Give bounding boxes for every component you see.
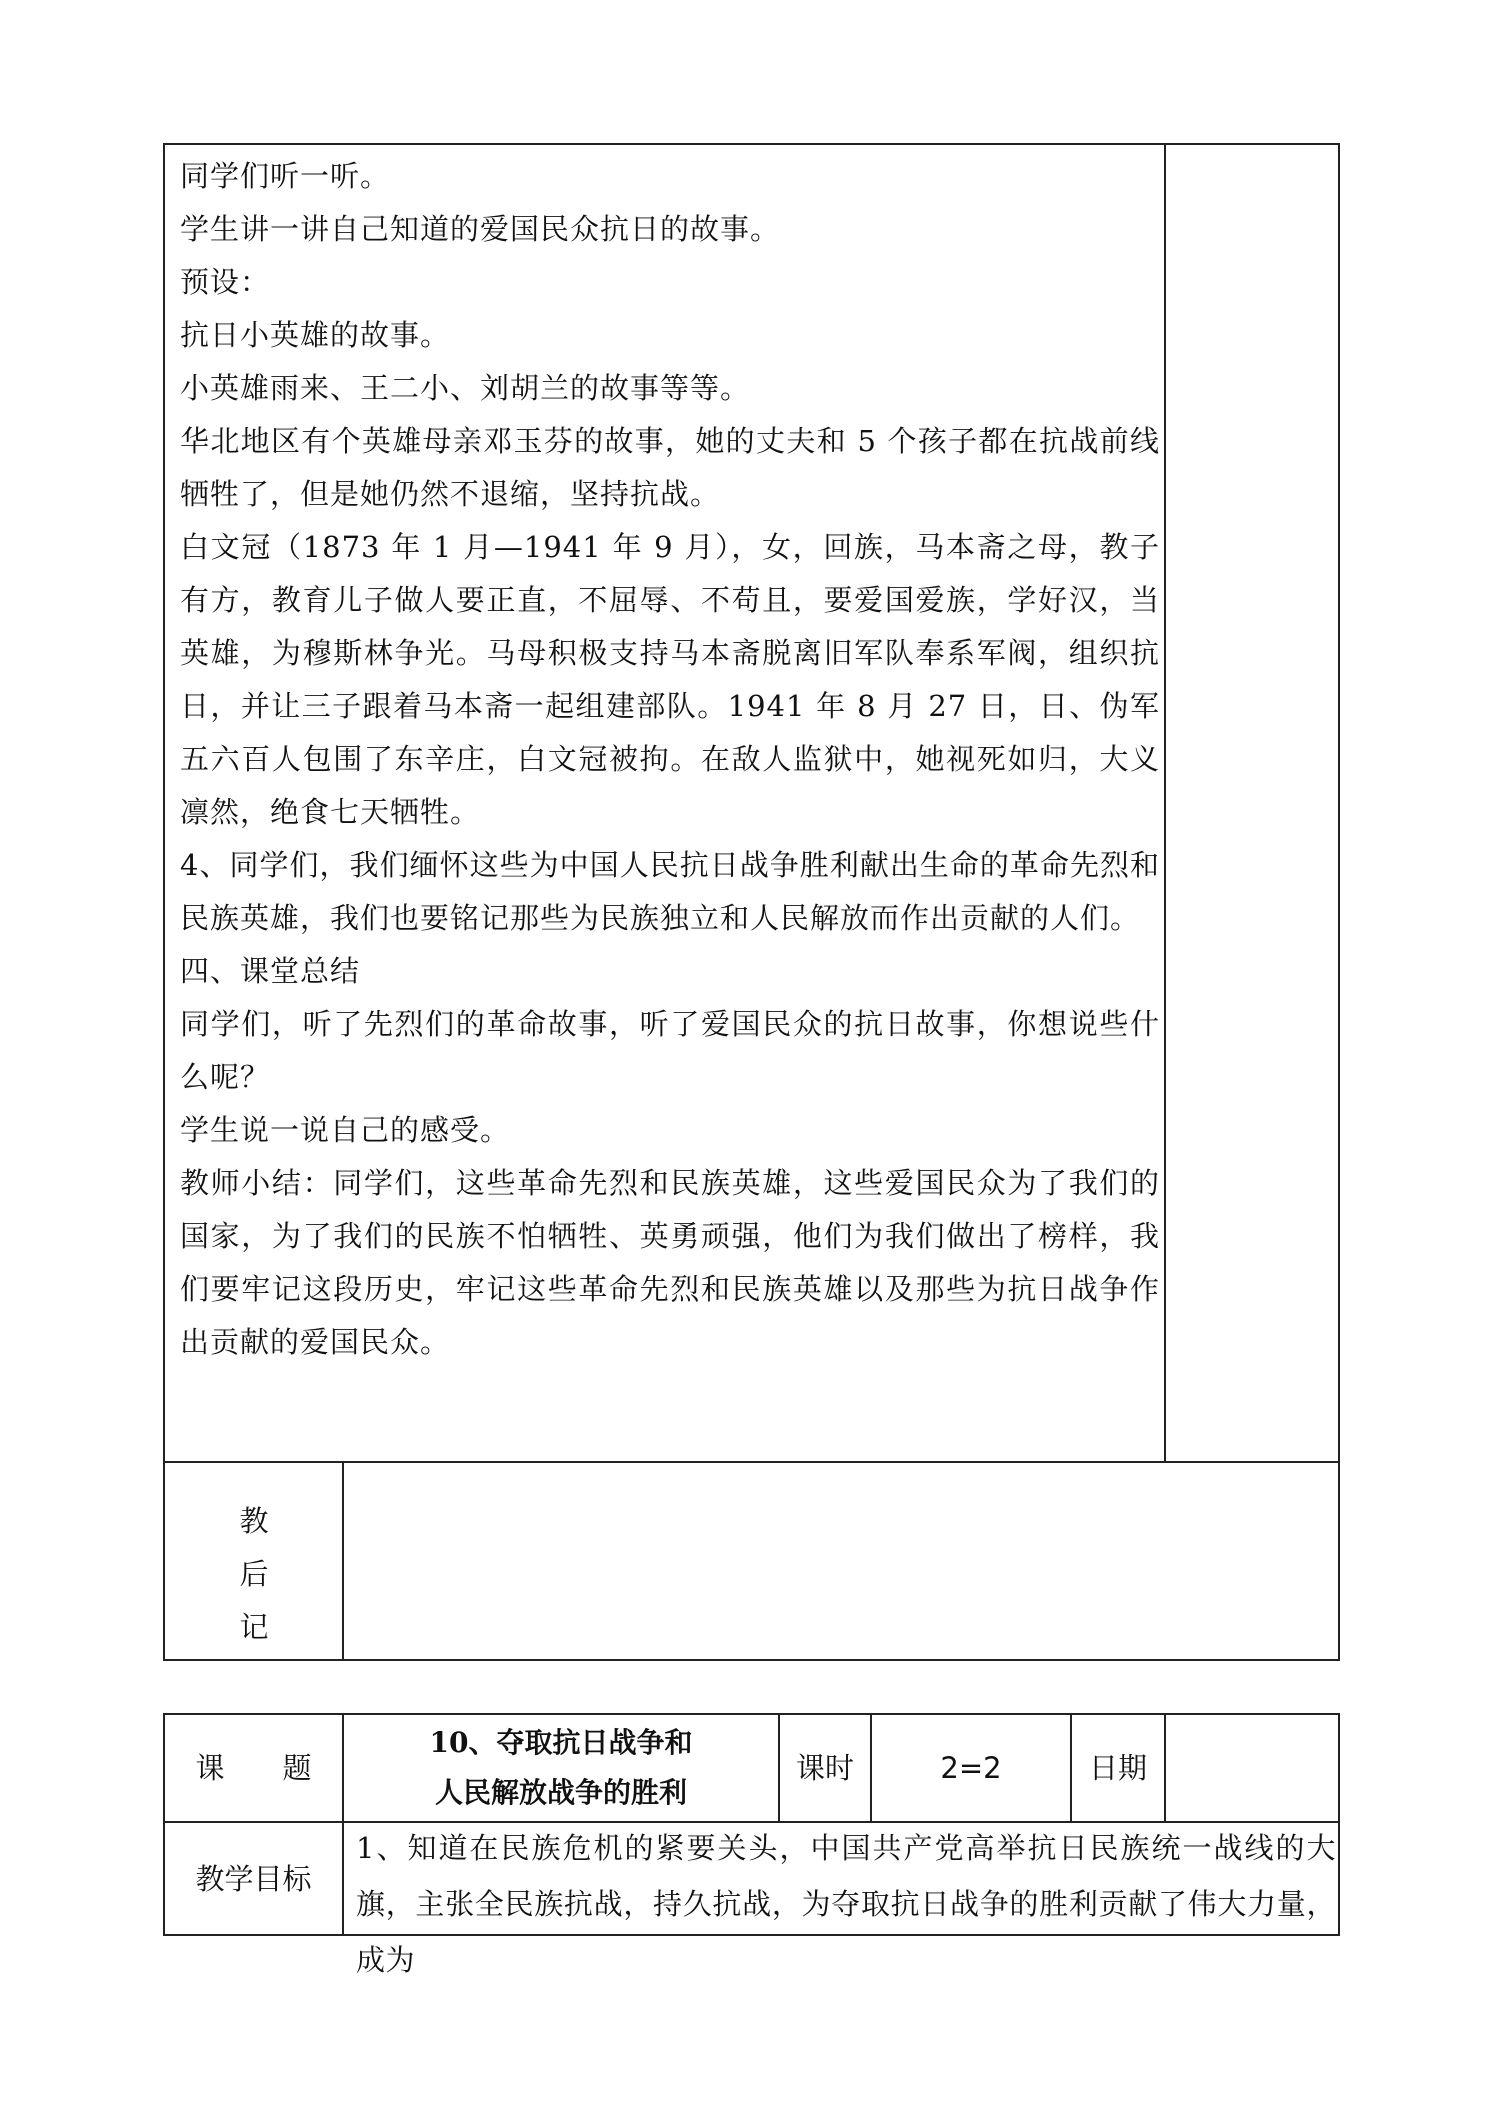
paragraph: 学生讲一讲自己知道的爱国民众抗日的故事。	[180, 212, 781, 246]
paragraph: 同学们，听了先烈们的革命故事，听了爱国民众的抗日故事，你想说些什么呢？	[180, 1007, 1160, 1094]
teaching-goal-text: 1、知道在民族危机的紧要关头，中国共产党高举抗日民族统一战线的大旗，主张全民族抗战，持久抗战，为夺取抗日战争的胜利贡献了伟大力量，成为	[356, 1831, 1336, 1977]
paragraph: 抗日小英雄的故事。	[180, 318, 451, 352]
hours-label: 课时	[795, 1751, 854, 1785]
label-char: 后	[239, 1557, 269, 1591]
lesson-body-text	[180, 150, 1160, 1369]
paragraph: 预设：	[180, 265, 271, 299]
upper-table-label-divider	[342, 1461, 344, 1661]
upper-table-right-column-divider	[1164, 143, 1166, 1463]
paragraph: 学生说一说自己的感受。	[180, 1113, 511, 1147]
date-label: 日期	[1088, 1751, 1147, 1785]
date-value	[1166, 1715, 1338, 1821]
paragraph: 小英雄雨来、王二小、刘胡兰的故事等等。	[180, 371, 751, 405]
label-char: 记	[239, 1610, 269, 1644]
upper-table-row-divider	[163, 1461, 1340, 1463]
topic-label: 课 题	[195, 1751, 312, 1785]
paragraph: 白文冠（1873 年 1 月—1941 年 9 月），女，回族，马本斋之母，教子有方，教育儿子做人要正直，不屈辱、不苟且，要爱国爱族，学好汉，当英雄，为穆斯林争光。马母积极支持马本斋脱离旧军队奉系军阀，组织抗日，并让三子跟着马本斋一起组建部队。1941 年 8 月 27 日，日、伪军五六百人包围了东辛庄，白文冠被拘。在敌人监狱中，她视死如归，大义凛然，绝食七天牺牲。	[180, 530, 1160, 829]
lesson-title-line-1: 10、夺取抗日战争和	[429, 1726, 693, 1759]
paragraph: 华北地区有个英雄母亲邓玉芬的故事，她的丈夫和 5 个孩子都在抗战前线牺牲了，但是她仍然不退缩，坚持抗战。	[180, 424, 1160, 511]
lesson-title-line-2: 人民解放战争的胜利	[434, 1776, 687, 1809]
after-class-notes-label	[232, 1495, 276, 1654]
teaching-goal-label: 教学目标	[195, 1861, 312, 1896]
lesson-title	[344, 1715, 778, 1821]
paragraph: 同学们听一听。	[180, 159, 391, 193]
paragraph: 教师小结：同学们，这些革命先烈和民族英雄，这些爱国民众为了我们的国家，为了我们的民族不怕牺牲、英勇顽强，他们为我们做出了榜样，我们要牢记这段历史，牢记这些革命先烈和民族英雄以及那些为抗日战争作出贡献的爱国民众。	[180, 1166, 1160, 1359]
paragraph: 4、同学们，我们缅怀这些为中国人民抗日战争胜利献出生命的革命先烈和民族英雄，我们也要铭记那些为民族独立和人民解放而作出贡献的人们。	[180, 848, 1160, 935]
hours-value: 2=2	[940, 1751, 1002, 1785]
section-heading: 四、课堂总结	[180, 954, 361, 988]
label-char: 教	[239, 1504, 269, 1538]
